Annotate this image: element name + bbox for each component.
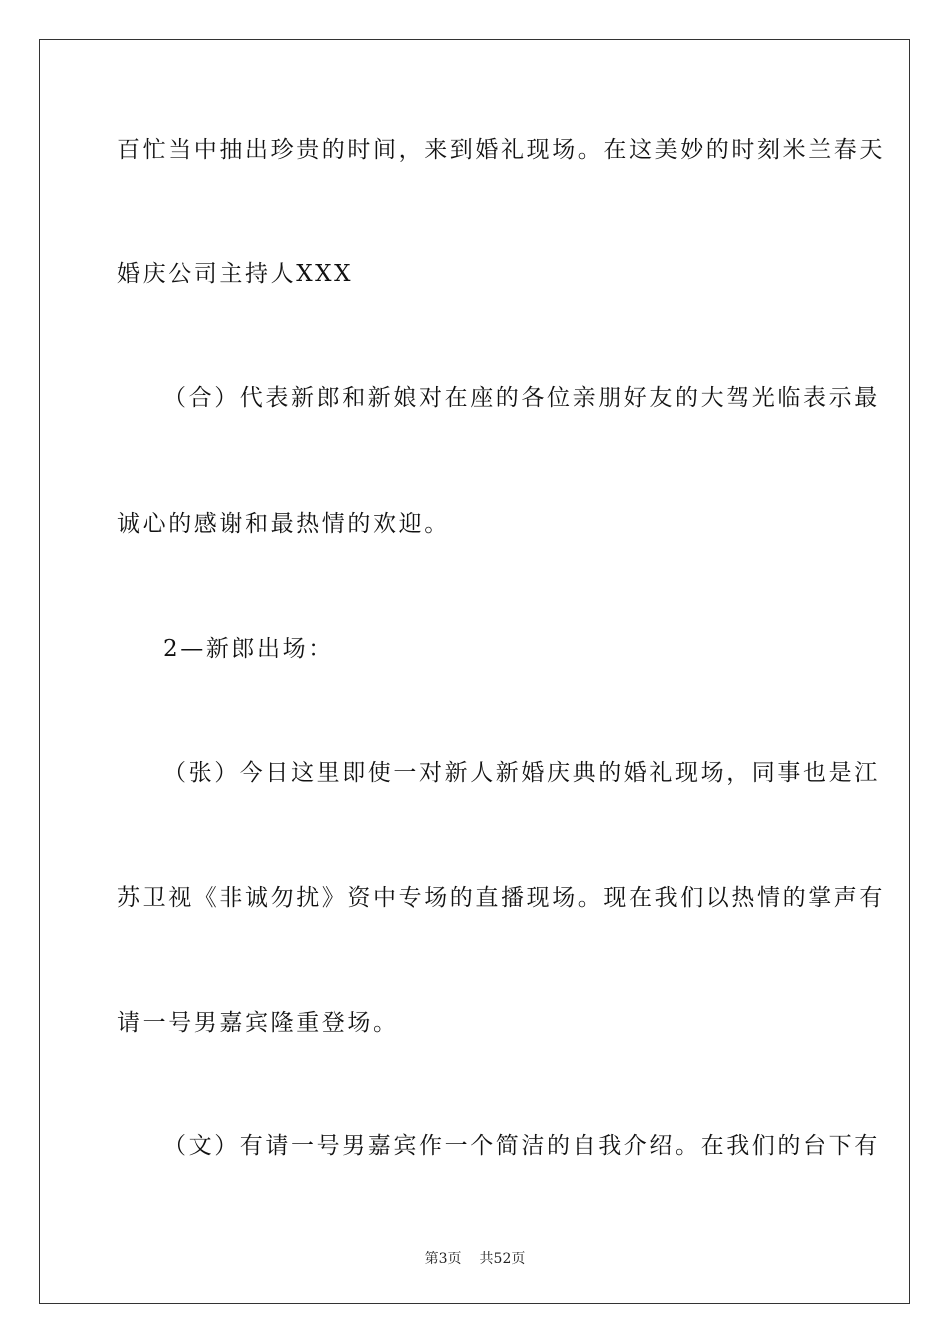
page-number: 第3页 <box>424 1251 462 1267</box>
page-frame <box>39 39 910 1304</box>
paragraph-line: 婚庆公司主持人XXX <box>117 261 354 287</box>
page-footer <box>0 1248 950 1268</box>
paragraph-line: 苏卫视《非诚勿扰》资中专场的直播现场。现在我们以热情的掌声有 <box>117 885 885 911</box>
paragraph-line: 诚心的感谢和最热情的欢迎。 <box>117 511 450 537</box>
paragraph-line: 请一号男嘉宾隆重登场。 <box>117 1010 399 1036</box>
page-total: 共52页 <box>479 1251 526 1267</box>
paragraph-line: （张）今日这里即使一对新人新婚庆典的婚礼现场，同事也是江 <box>163 760 880 786</box>
section-heading: 2—新郎出场： <box>163 636 334 662</box>
paragraph-line: （文）有请一号男嘉宾作一个简洁的自我介绍。在我们的台下有 <box>163 1133 880 1159</box>
paragraph-line: （合）代表新郎和新娘对在座的各位亲朋好友的大驾光临表示最 <box>163 385 880 411</box>
paragraph-line: 百忙当中抽出珍贵的时间，来到婚礼现场。在这美妙的时刻米兰春天 <box>117 137 885 163</box>
